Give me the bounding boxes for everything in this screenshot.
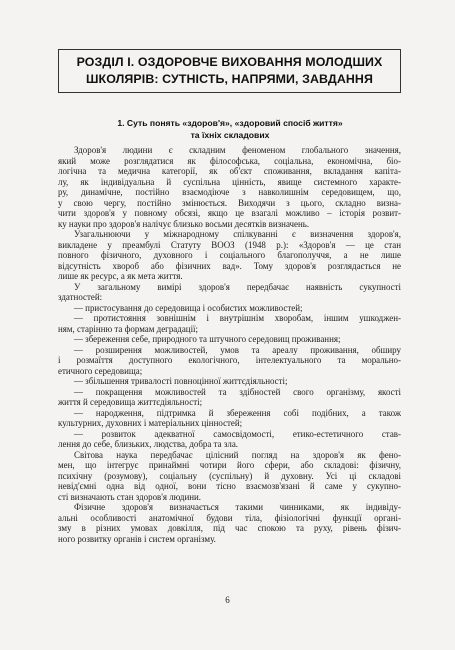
text-line: повного фізичного, духовного і соціального благополуччя, а не лише bbox=[58, 250, 401, 260]
text-line: невід'ємні одна від одної, вони тісно взаємозв'язані й саме у сукупно- bbox=[58, 481, 401, 491]
text-line: ням, старінню та формам деградації; bbox=[58, 323, 199, 334]
page-number: 6 bbox=[225, 595, 230, 605]
chapter-title-box bbox=[58, 49, 401, 93]
text-line: чити здоров'я у повному обсязі, якщо це взагалі можливо – історія розвит- bbox=[58, 208, 401, 218]
text-line: життя й середовища життєдіяльності; bbox=[58, 397, 203, 407]
text-line: відсутність хвороб або фізичних вад». Тому здоров'я розглядається не bbox=[58, 260, 401, 271]
text-line: і розмаїття доступного екологічного, інтелектуального та морально- bbox=[58, 355, 401, 365]
list-item: — пристосування до середовища і особистих можливостей; bbox=[74, 302, 303, 313]
list-item: — збільшення тривалості повноцінної життєдіяльності; bbox=[74, 376, 288, 386]
text-line: лення до себе, близьких, людства, добра та зла. bbox=[58, 439, 239, 449]
text-line: культурних, духовних і матеріальних цінностей; bbox=[58, 418, 243, 428]
list-item: — протистояння зовнішнім і внутрішнім хворобам, іншим ушкоджен- bbox=[74, 313, 401, 323]
text-line: зму в різних умовах довкілля, під час спокою та руху, рівень фізич- bbox=[58, 523, 401, 533]
text-line: Здоров'я людини є складним феноменом глобального значення, bbox=[74, 145, 401, 155]
body-text bbox=[58, 145, 401, 544]
text-line: етичного середовища; bbox=[58, 365, 143, 376]
text-line: лу, як індивідуальна й суспільна цінність, явище системного характе- bbox=[58, 176, 401, 187]
text-line: викладене у преамбулі Статуту ВООЗ (1948 р.): «Здоров'я — це стан bbox=[58, 239, 401, 250]
section-title-line-2: та їхніх складових bbox=[190, 129, 270, 140]
text-line: ру, динамічне, постійно взаємодіюче з навколишнім середовищем, що, bbox=[58, 187, 401, 197]
text-line: Узагальнюючи у міжнародному спілкуванні є визначення здоров'я, bbox=[74, 229, 401, 239]
list-item: — розвиток адекватної самосвідомості, етико-естетичного став- bbox=[74, 428, 401, 439]
list-item: — народження, підтримка й збереження собі подібних, а також bbox=[74, 407, 401, 418]
list-item: — покращення можливостей та здібностей свого організму, якості bbox=[74, 386, 401, 397]
text-line: сті визначають стан здоров'я людини. bbox=[58, 491, 202, 502]
text-line: логічна та медична категорії, як об'єкт споживання, вкладання капіта- bbox=[58, 166, 401, 176]
text-line: здатностей: bbox=[58, 292, 103, 302]
list-item: — збереження себе, природного та штучного середовищ проживання; bbox=[74, 334, 341, 344]
text-line: Світова наука передбачає цілісний погляд на здоров'я як фено- bbox=[74, 449, 401, 460]
text-line: альні особливості анатомічної будови тіла, фізіологічні функції органі- bbox=[58, 512, 401, 523]
section-title-line-1: 1. Суть понять «здоров'я», «здоровий спосіб життя» bbox=[117, 118, 343, 128]
text-line: ного розвитку органів і систем організму. bbox=[58, 533, 216, 544]
text-line: який може розглядатися як філософська, соціальна, економічна, біо- bbox=[58, 155, 401, 166]
chapter-title-line-2: ШКОЛЯРІВ: СУТНІСТЬ, НАПРЯМИ, ЗАВДАННЯ bbox=[85, 72, 373, 86]
text-line: Фізичне здоров'я визначається такими чинниками, як індивіду- bbox=[74, 502, 401, 512]
text-line: У загальному вимірі здоров'я передбачає наявність сукупності bbox=[74, 281, 401, 292]
text-line: мен, що інтегрує принаймні чотири його сфери, або складові: фізичну, bbox=[58, 460, 401, 470]
text-line: у свою чергу, постійно змінюється. Виходячи з цього, складно визна- bbox=[58, 197, 401, 208]
chapter-title-line-1: РОЗДІЛ І. ОЗДОРОВЧЕ ВИХОВАННЯ МОЛОДШИХ bbox=[76, 55, 383, 69]
text-line: ку науки про здоров'я налічує близько восьми десятків визначень. bbox=[58, 218, 310, 229]
text-line: лише як ресурс, а як мета життя. bbox=[58, 271, 183, 281]
list-item: — розширення можливостей, умов та ареалу проживання, обширу bbox=[74, 344, 401, 355]
text-line: психічну (розумову), соціальну (суспільну) й духовну. Усі ці складові bbox=[58, 470, 401, 481]
section-title bbox=[70, 118, 390, 141]
